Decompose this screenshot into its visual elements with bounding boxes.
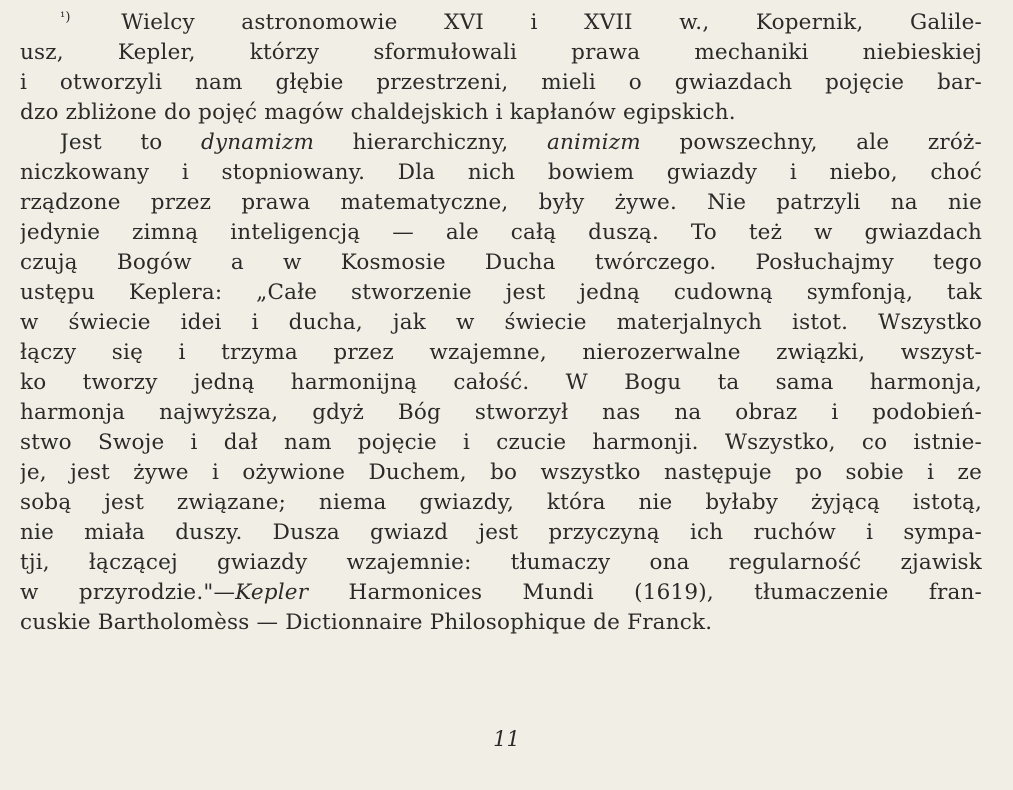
footnote-line: harmonja najwyższa, gdyż Bóg stworzył nas na obraz i podobień-: [20, 400, 982, 425]
footnote-line: nie miała duszy. Dusza gwiazd jest przyczyną ich ruchów i sympa-: [20, 520, 982, 545]
footnote-line: niczkowany i stopniowany. Dla nich bowiem gwiazdy i niebo, choć: [20, 160, 982, 185]
footnote-line: tji, łączącej gwiazdy wzajemnie: tłumaczy ona regularność zjawisk: [20, 550, 982, 575]
footnote-line: rządzone przez prawa matematyczne, były żywe. Nie patrzyli na nie: [20, 190, 982, 215]
footnote-line: je, jest żywe i ożywione Duchem, bo wszystko następuje po sobie i ze: [20, 460, 982, 485]
footnote-marker: ¹): [60, 9, 71, 25]
footnote-line: jedynie zimną inteligencją — ale całą duszą. To też w gwiazdach: [20, 220, 982, 245]
footnote-line: stwo Swoje i dał nam pojęcie i czucie harmonji. Wszystko, co istnie-: [20, 430, 982, 455]
footnote-line: ko tworzy jedną harmonijną całość. W Bogu ta sama harmonja,: [20, 370, 982, 395]
footnote-line: łączy się i trzyma przez wzajemne, nierozerwalne związki, wszyst-: [20, 340, 982, 365]
footnote-line: w przyrodzie."—Kepler Harmonices Mundi (1619), tłumaczenie fran-: [20, 580, 982, 605]
footnote-line: $^{^1)}$ Wielcy astronomowie XVI i XVII w., Kopernik, Galile-: [60, 9, 982, 35]
footnote-line: dzo zbliżone do pojęć magów chaldejskich i kapłanów egipskich.: [20, 100, 736, 125]
footnote-line: i otworzyli nam głębie przestrzeni, mieli o gwiazdach pojęcie bar-: [20, 70, 982, 95]
footnote-line: usz, Kepler, którzy sformułowali prawa mechaniki niebieskiej: [20, 40, 982, 65]
author-name: Kepler: [235, 580, 309, 605]
footnote-line: sobą jest związane; niema gwiazdy, która nie byłaby żyjącą istotą,: [20, 490, 982, 515]
footnote-line: ustępu Keplera: „Całe stworzenie jest jedną cudowną symfonją, tak: [20, 280, 982, 305]
page-number: 11: [493, 727, 520, 751]
footnote-line: Jest to dynamizm hierarchiczny, animizm powszechny, ale zróż-: [60, 130, 982, 155]
footnote-line: cuskie Bartholomèss — Dictionnaire Philosophique de Franck.: [20, 610, 713, 635]
footnote-line: czują Bogów a w Kosmosie Ducha twórczego. Posłuchajmy tego: [20, 250, 982, 275]
footnote-line: w świecie idei i ducha, jak w świecie materjalnych istot. Wszystko: [20, 310, 982, 335]
